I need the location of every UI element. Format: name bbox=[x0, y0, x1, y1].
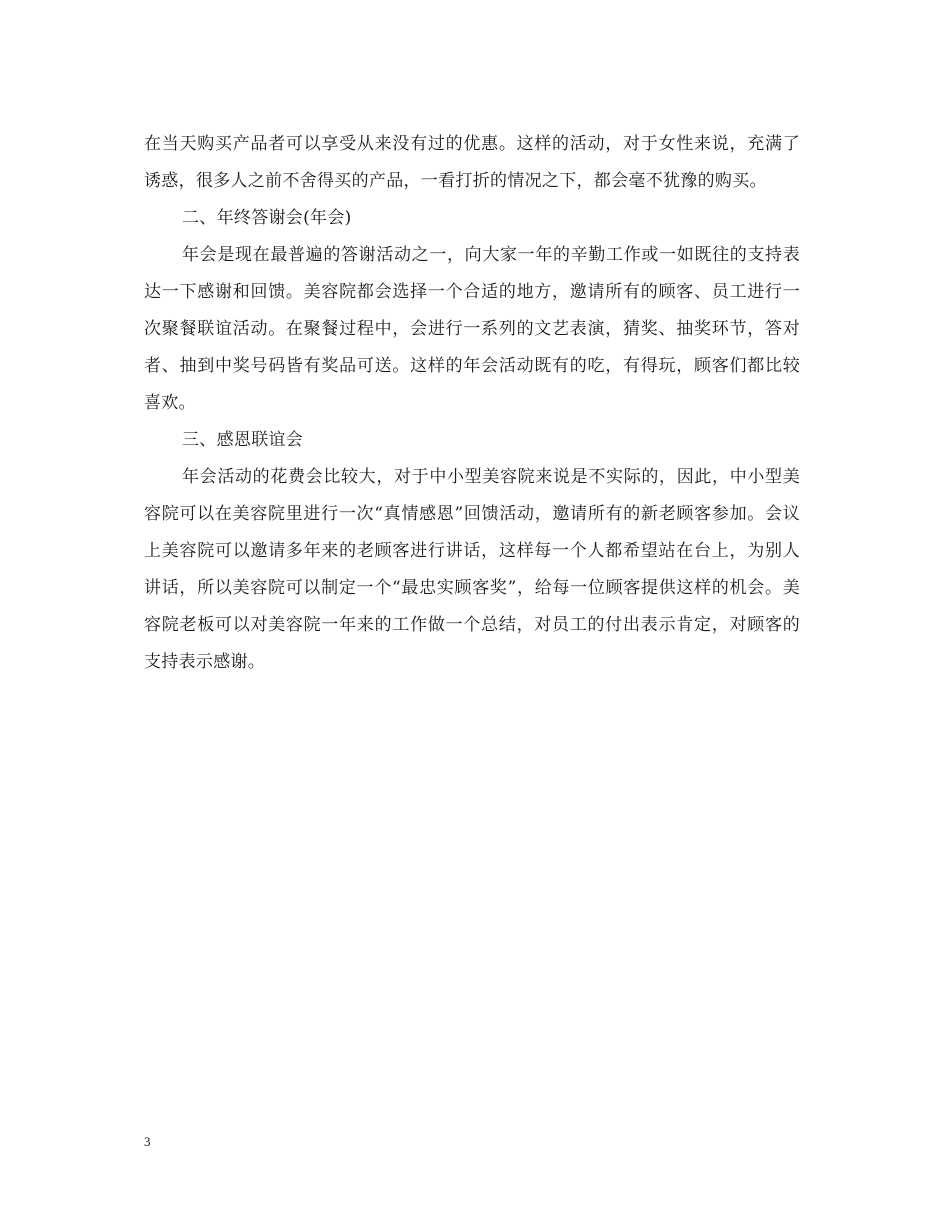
paragraph-gratitude-party: 年会活动的花费会比较大，对于中小型美容院来说是不实际的，因此，中小型美容院可以在美容院里进行一次“真情感恩”回馈活动，邀请所有的新老顾客参加。会议上美容院可以邀请多年来的老顾客进行讲话，这样每一个人都希望站在台上，为别人讲话，所以美容院可以制定一个“最忠实顾客奖”，给每一位顾客提供这样的机会。美容院老板可以对美容院一年来的工作做一个总结，对员工的付出表示肯定，对顾客的支持表示感谢。 bbox=[144, 467, 800, 672]
section-heading-year-end-thanks: 二、年终答谢会(年会) bbox=[182, 208, 352, 228]
page-number: 3 bbox=[144, 1134, 151, 1149]
paragraph-annual-meeting: 年会是现在最普遍的答谢活动之一，向大家一年的辛勤工作或一如既往的支持表达一下感谢和回馈。美容院都会选择一个合适的地方，邀请所有的顾客、员工进行一次聚餐联谊活动。在聚餐过程中，会进行一系列的文艺表演，猜奖、抽奖环节，答对者、抽到中奖号码皆有奖品可送。这样的年会活动既有的吃，有得玩，顾客们都比较喜欢。 bbox=[144, 245, 800, 413]
paragraph-continuation: 在当天购买产品者可以享受从来没有过的优惠。这样的活动，对于女性来说，充满了诱惑，很多人之前不舍得买的产品，一看打折的情况之下，都会毫不犹豫的购买。 bbox=[144, 134, 800, 191]
section-heading-gratitude-party: 三、感恩联谊会 bbox=[182, 430, 304, 450]
document-body bbox=[144, 126, 800, 681]
